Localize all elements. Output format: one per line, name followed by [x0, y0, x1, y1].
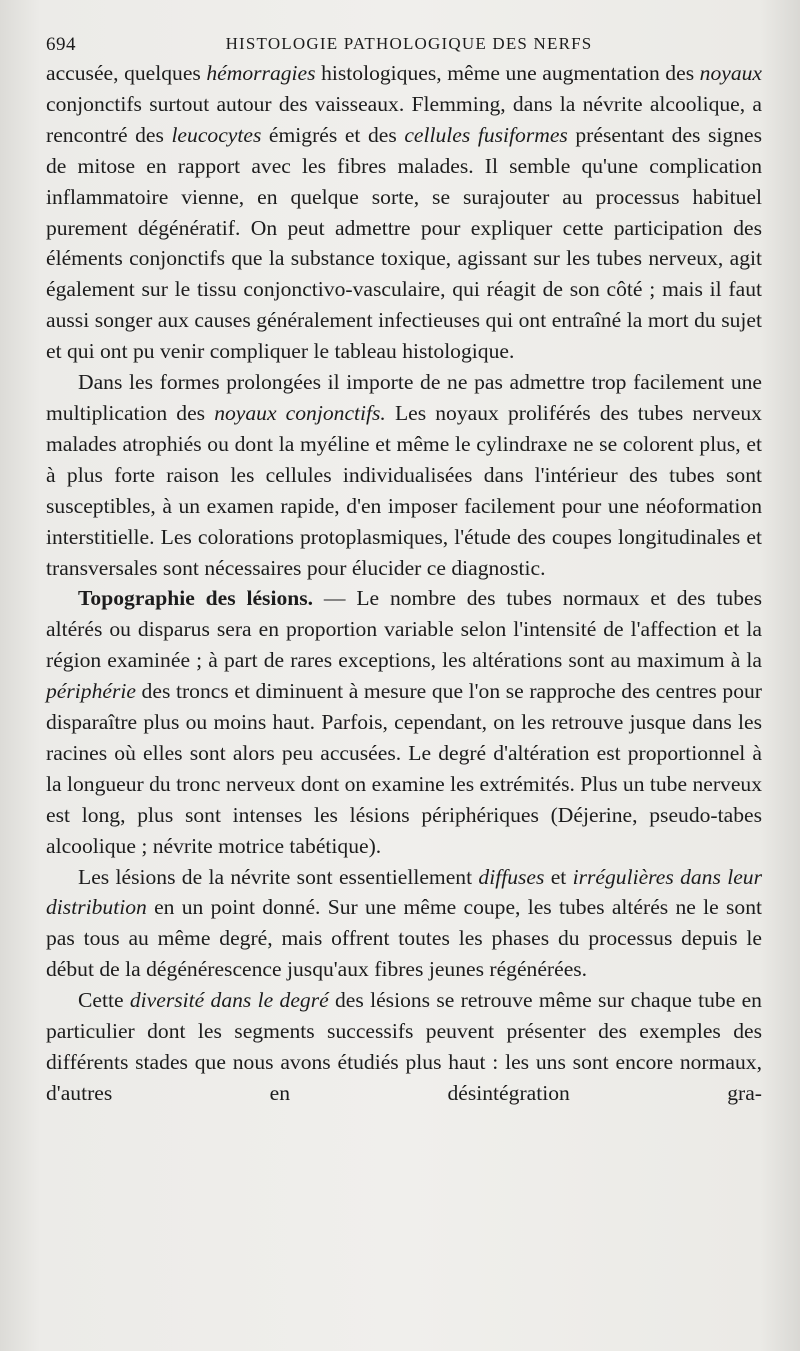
text-span: accusée, quelques: [46, 61, 207, 85]
text-span: histologiques, même une augmentation des: [315, 61, 700, 85]
italic-term: diffuses: [478, 864, 545, 889]
paragraph-4: [46, 862, 762, 986]
text-span: émigrés et des: [261, 122, 405, 147]
page-number: 694: [46, 34, 76, 55]
running-title: HISTOLOGIE PATHOLOGIQUE DES NERFS: [225, 34, 593, 53]
body-text: [46, 58, 762, 1109]
paragraph-5: [46, 985, 762, 1109]
italic-term: noyaux conjonctifs.: [214, 400, 386, 425]
text-span: en un point donné. Sur une même coupe, les tubes altérés ne le sont pas tous au même degré, mais offrent toutes les phases du processus depuis le début de la dégénérescence jusqu'aux fibres jeunes régénérées.: [46, 895, 762, 982]
italic-term: leucocytes: [171, 122, 262, 147]
italic-term: hémorragies: [206, 61, 316, 85]
text-span: et: [544, 864, 573, 889]
italic-term: irrégulières dans leur distribution: [46, 864, 762, 920]
italic-term: périphérie: [46, 679, 136, 704]
running-head: [46, 0, 762, 58]
text-span: des lésions se retrouve même sur chaque tube en particulier dont les segments successifs peuvent présenter des exemples des différents stades que nous avons étudiés plus haut : les uns sont encore normaux, d'autres en désintégration gra-: [46, 988, 762, 1105]
text-span: Les noyaux proliférés des tubes nerveux malades atrophiés ou dont la myéline et même le cylindraxe ne se colorent plus, et à plus forte raison les cellules individualisées dans l'intérieur des tubes sont susceptibles, à un examen rapide, d'en imposer facilement pour une néoformation interstitielle. Les colorations protoplasmiques, l'étude des coupes longitudinales et transversales sont nécessaires pour élucider ce diagnostic.: [46, 400, 762, 580]
text-span: Les lésions de la névrite sont essentiellement: [78, 864, 479, 889]
text-span: — Le nombre des tubes normaux et des tubes altérés ou disparus sera en proportion variable selon l'intensité de l'affection et la région examinée ; à part de rares exceptions, les altérations sont au maximum à la: [46, 586, 762, 673]
text-span: présentant des signes de mitose en rapport avec les fibres malades. Il semble qu'une complication inflammatoire vienne, en quelque sorte, se surajouter au processus habituel purement dégénératif. On peut admettre pour expliquer cette participation des éléments conjonctifs que la substance toxique, agissant sur les tubes nerveux, agit également sur le tissu conjonctivo-vasculaire, qui réagit de son côté ; mais il faut aussi songer aux causes généralement infectieuses qui ont entraîné la mort du sujet et qui ont pu venir compliquer le tableau histologique.: [46, 122, 763, 364]
paragraph-1: [46, 58, 762, 367]
section-heading: Topographie des lésions.: [78, 586, 314, 611]
italic-term: noyaux: [699, 61, 763, 85]
italic-term: cellules fusiformes: [404, 122, 568, 147]
text-span: Dans les formes prolongées il importe de ne pas admettre trop facilement une multiplication des: [46, 370, 762, 425]
paragraph-3: [46, 583, 762, 861]
text-span: des troncs et diminuent à mesure que l'on se rapproche des centres pour disparaître plus ou moins haut. Parfois, cependant, on les retrouve jusque dans les racines où elles sont alors peu accusées. Le degré d'altération est proportionnel à la longueur du tronc nerveux dont on examine les extrémités. Plus un tube nerveux est long, plus sont intenses les lésions périphériques (Déjerine, pseudo-tabes alcoolique ; névrite motrice tabétique).: [46, 679, 763, 858]
paragraph-2: [46, 367, 762, 583]
italic-term: diversité dans le degré: [129, 988, 329, 1013]
text-span: Cette: [78, 988, 130, 1013]
text-span: conjonctifs surtout autour des vaisseaux. Flemming, dans la névrite alcoolique, a rencontré des: [46, 91, 762, 147]
